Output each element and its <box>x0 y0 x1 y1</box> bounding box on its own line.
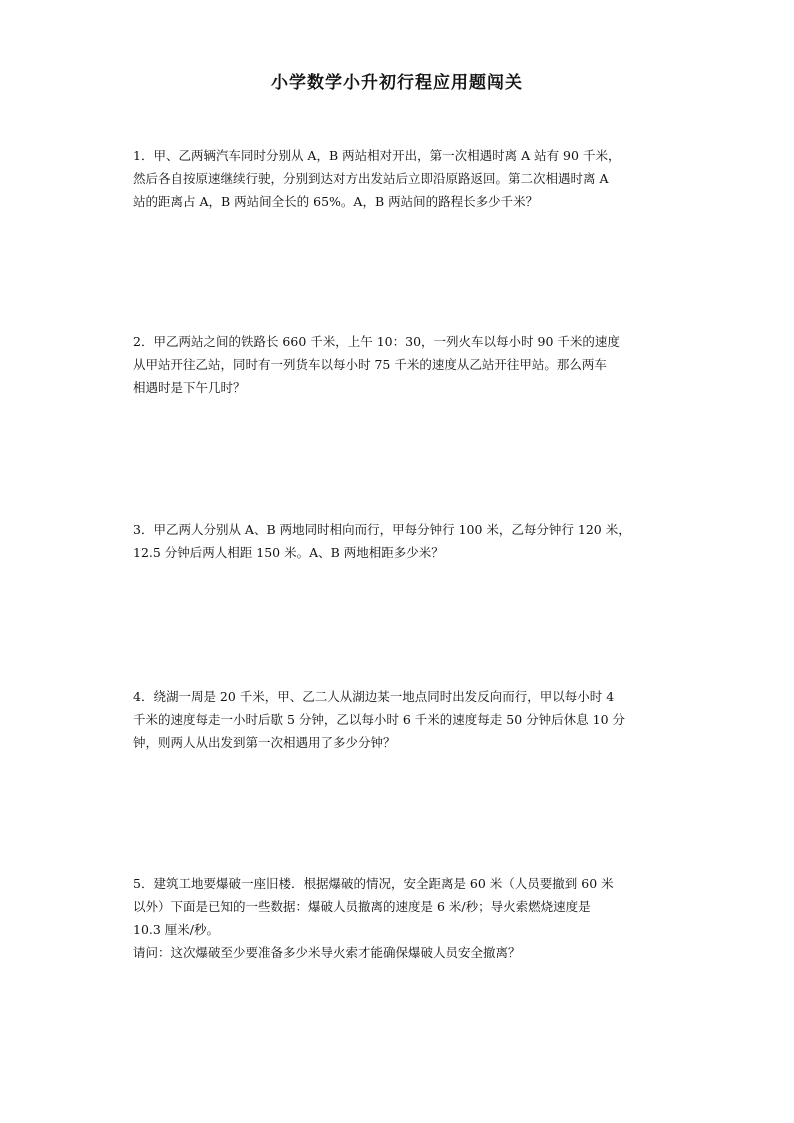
question-5-line-2: 以外）下面是已知的一些数据：爆破人员撤离的速度是 6 米/秒；导火索燃烧速度是 <box>133 899 591 914</box>
question-4-line-3: 钟，则两人从出发到第一次相遇用了多少分钟？ <box>133 735 396 750</box>
question-1-line-3: 站的距离占 A，B 两站间全长的 65%。A，B 两站间的路程长多少千米？ <box>133 194 539 209</box>
question-1-line-1: 1．甲、乙两辆汽车同时分别从 A，B 两站相对开出，第一次相遇时离 A 站有 90 千米， <box>133 148 621 163</box>
question-5-line-4: 请问：这次爆破至少要准备多少米导火索才能确保爆破人员安全撤离？ <box>133 945 521 960</box>
question-5-line-3: 10.3 厘米/秒。 <box>133 922 220 937</box>
question-4-line-1: 4．绕湖一周是 20 千米，甲、乙二人从湖边某一地点同时出发反向而行，甲以每小时 4 <box>133 689 615 704</box>
question-2-line-1: 2．甲乙两站之间的铁路长 660 千米，上午 10：30，一列火车以每小时 90 千米的速度 <box>133 334 620 349</box>
question-4 <box>133 685 673 754</box>
question-1-line-2: 然后各自按原速继续行驶，分别到达对方出发站后立即沿原路返回。第二次相遇时离 A <box>133 171 609 186</box>
question-5 <box>133 872 673 964</box>
question-3-line-1: 3．甲乙两人分别从 A、B 两地同时相向而行，甲每分钟行 100 米，乙每分钟行 120 米， <box>133 522 631 537</box>
question-3 <box>133 518 673 564</box>
question-2-line-2: 从甲站开往乙站，同时有一列货车以每小时 75 千米的速度从乙站开往甲站。那么两车 <box>133 357 607 372</box>
question-1 <box>133 144 673 213</box>
question-5-line-1: 5．建筑工地要爆破一座旧楼．根据爆破的情况，安全距离是 60 米（人员要撤到 60 米 <box>133 876 614 891</box>
question-2-line-3: 相遇时是下午几时？ <box>133 380 246 395</box>
question-3-line-2: 12.5 分钟后两人相距 150 米。A、B 两地相距多少米？ <box>133 545 444 560</box>
question-4-line-2: 千米的速度每走一小时后歇 5 分钟，乙以每小时 6 千米的速度每走 50 分钟后休息 10 分 <box>133 712 626 727</box>
document-title: 小学数学小升初行程应用题闯关 <box>271 73 523 93</box>
question-2 <box>133 330 673 399</box>
